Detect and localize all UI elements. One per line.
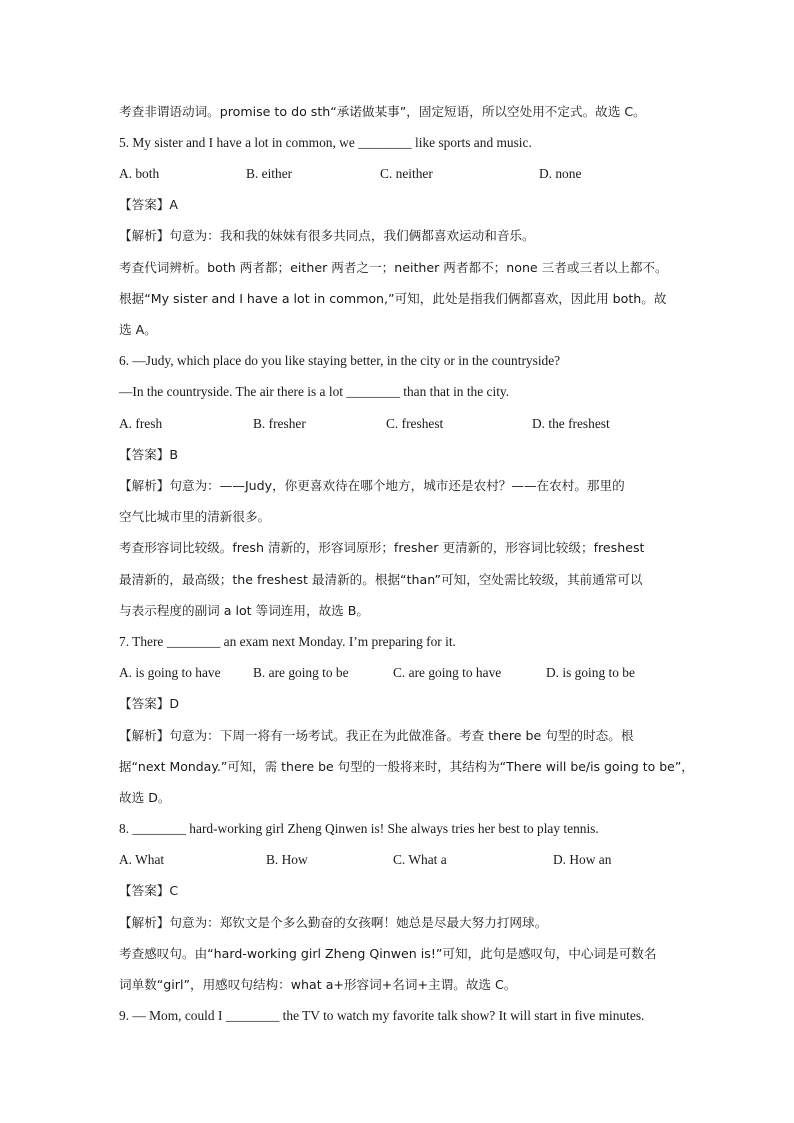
- option-d: D. is going to be: [546, 665, 635, 680]
- explanation-line: 根据“My sister and I have a lot in common,”可知，此处是指我们俩都喜欢，因此用 both。故: [119, 291, 667, 306]
- question-6: 6. —Judy, which place do you like staying better, in the city or in the countryside?: [119, 353, 561, 368]
- answer-label: 【答案】A: [119, 197, 178, 212]
- explanation-line: 最清新的，最高级；the freshest 最清新的。根据“than”可知，空处需比较级，其前通常可以: [119, 572, 643, 587]
- question-5: 5. My sister and I have a lot in common, we ________ like sports and music.: [119, 135, 532, 150]
- option-d: D. none: [539, 166, 582, 181]
- explanation-line: 【解析】句意为：——Judy，你更喜欢待在哪个地方，城市还是农村？——在农村。那里的: [119, 478, 625, 493]
- explanation-line: 空气比城市里的清新很多。: [119, 509, 271, 524]
- explanation-line: 故选 D。: [119, 790, 171, 805]
- option-c: C. freshest: [386, 416, 444, 431]
- explanation-line: 【解析】句意为：我和我的妹妹有很多共同点，我们俩都喜欢运动和音乐。: [119, 228, 535, 243]
- explanation-line: 【解析】句意为：郑钦文是个多么勤奋的女孩啊！她总是尽最大努力打网球。: [119, 915, 548, 930]
- option-a: A. both: [119, 166, 160, 181]
- explanation-line: 【解析】句意为：下周一将有一场考试。我正在为此做准备。考查 there be 句型的时态。根: [119, 728, 634, 743]
- answer-label: 【答案】D: [119, 696, 180, 711]
- explanation-line: 选 A。: [119, 322, 157, 337]
- answer-label: 【答案】B: [119, 447, 179, 462]
- option-c: C. What a: [393, 852, 447, 867]
- question-9: 9. — Mom, could I ________ the TV to watch my favorite talk show? It will start in five minutes.: [119, 1008, 645, 1023]
- option-a: A. What: [119, 852, 165, 867]
- answer-label: 【答案】C: [119, 883, 179, 898]
- option-c: C. are going to have: [393, 665, 502, 680]
- question-6-line-2: —In the countryside. The air there is a lot ________ than that in the city.: [119, 384, 510, 399]
- option-d: D. How an: [553, 852, 612, 867]
- option-a: A. is going to have: [119, 665, 221, 680]
- question-7: 7. There ________ an exam next Monday. I’m preparing for it.: [119, 634, 456, 649]
- option-b: B. fresher: [253, 416, 306, 431]
- explanation-line: 考查代词辨析。both 两者都；either 两者之一；neither 两者都不；none 三者或三者以上都不。: [119, 260, 668, 275]
- option-a: A. fresh: [119, 416, 163, 431]
- option-d: D. the freshest: [532, 416, 610, 431]
- explanation-line: 考查非谓语动词。promise to do sth“承诺做某事”，固定短语，所以空处用不定式。故选 C。: [119, 104, 646, 119]
- explanation-line: 词单数“girl”，用感叹句结构：what a+形容词+名词+主谓。故选 C。: [119, 977, 517, 992]
- option-b: B. are going to be: [253, 665, 349, 680]
- explanation-line: 考查感叹句。由“hard-working girl Zheng Qinwen is!”可知，此句是感叹句，中心词是可数名: [119, 946, 657, 961]
- explanation-line: 与表示程度的副词 a lot 等词连用，故选 B。: [119, 603, 370, 618]
- option-b: B. either: [246, 166, 293, 181]
- explanation-line: 据“next Monday.”可知，需 there be 句型的一般将来时，其结构为“There will be/is going to be”，: [119, 759, 694, 774]
- option-b: B. How: [266, 852, 308, 867]
- option-c: C. neither: [380, 166, 433, 181]
- question-8: 8. ________ hard-working girl Zheng Qinwen is! She always tries her best to play tennis.: [119, 821, 599, 836]
- explanation-line: 考查形容词比较级。fresh 清新的，形容词原形；fresher 更清新的，形容词比较级；freshest: [119, 540, 645, 555]
